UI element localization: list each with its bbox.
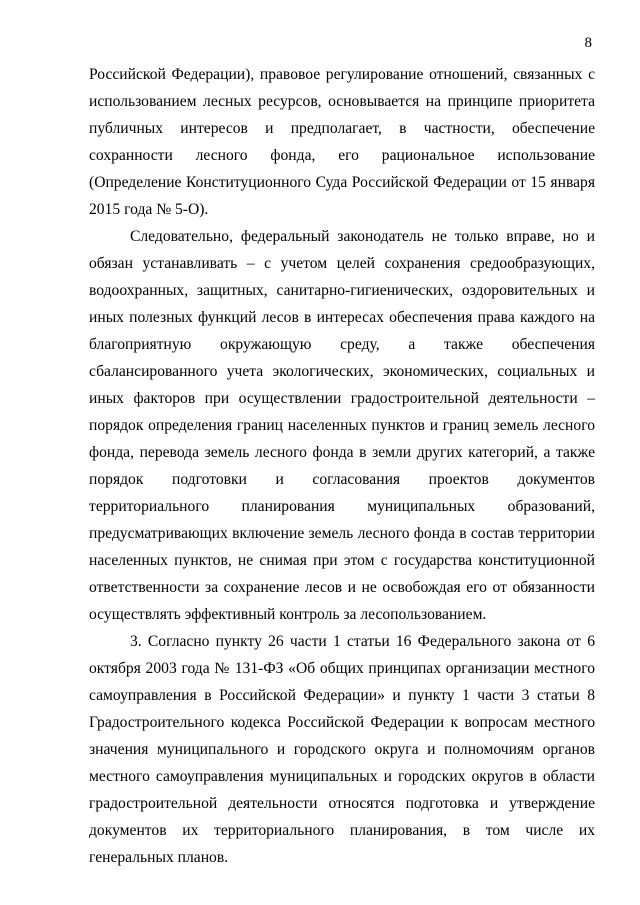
paragraph-continuation: Российской Федерации), правовое регулирование отношений, связанных с использованием лесных ресурсов, основывается на принципе приоритета публичных интересов и предполагает, в частности, обеспечение сохранности лесного фонда, его рациональное использование (Определение Конституционного Суда Российской Федерации от 15 января 2015 года № 5-О). <box>89 66 595 218</box>
document-body <box>89 61 595 871</box>
page-number: 8 <box>584 35 592 51</box>
paragraph-point-3: 3. Согласно пункту 26 части 1 статьи 16 Федерального закона от 6 октября 2003 года № 131-ФЗ «Об общих принципах организации местного самоуправления в Российской Федерации» и пункту 1 части 3 статьи 8 Градостроительного кодекса Российской Федерации к вопросам местного значения муниципального и городского округа и полномочиям органов местного самоуправления муниципальных и городских округов в области градостроительной деятельности относятся подготовка и утверждение документов их территориального планирования, в том числе их генеральных планов. <box>89 633 595 866</box>
paragraph-legislator-obligation: Следовательно, федеральный законодатель не только вправе, но и обязан устанавливать – с учетом целей сохранения средообразующих, водоохранных, защитных, санитарно-гигиенических, оздоровительных и иных полезных функций лесов в интересах обеспечения права каждого на благоприятную окружающую среду, а также обеспечения сбалансированного учета экологических, экономических, социальных и иных факторов при осуществлении градостроительной деятельности – порядок определения границ населенных пунктов и границ земель лесного фонда, перевода земель лесного фонда в земли других категорий, а также порядок подготовки и согласования проектов документов территориального планирования муниципальных образований, предусматривающих включение земель лесного фонда в состав территории населенных пунктов, не снимая при этом с государства конституционной ответственности за сохранение лесов и не освобождая его от обязанности осуществлять эффективный контроль за лесопользованием. <box>89 228 595 623</box>
